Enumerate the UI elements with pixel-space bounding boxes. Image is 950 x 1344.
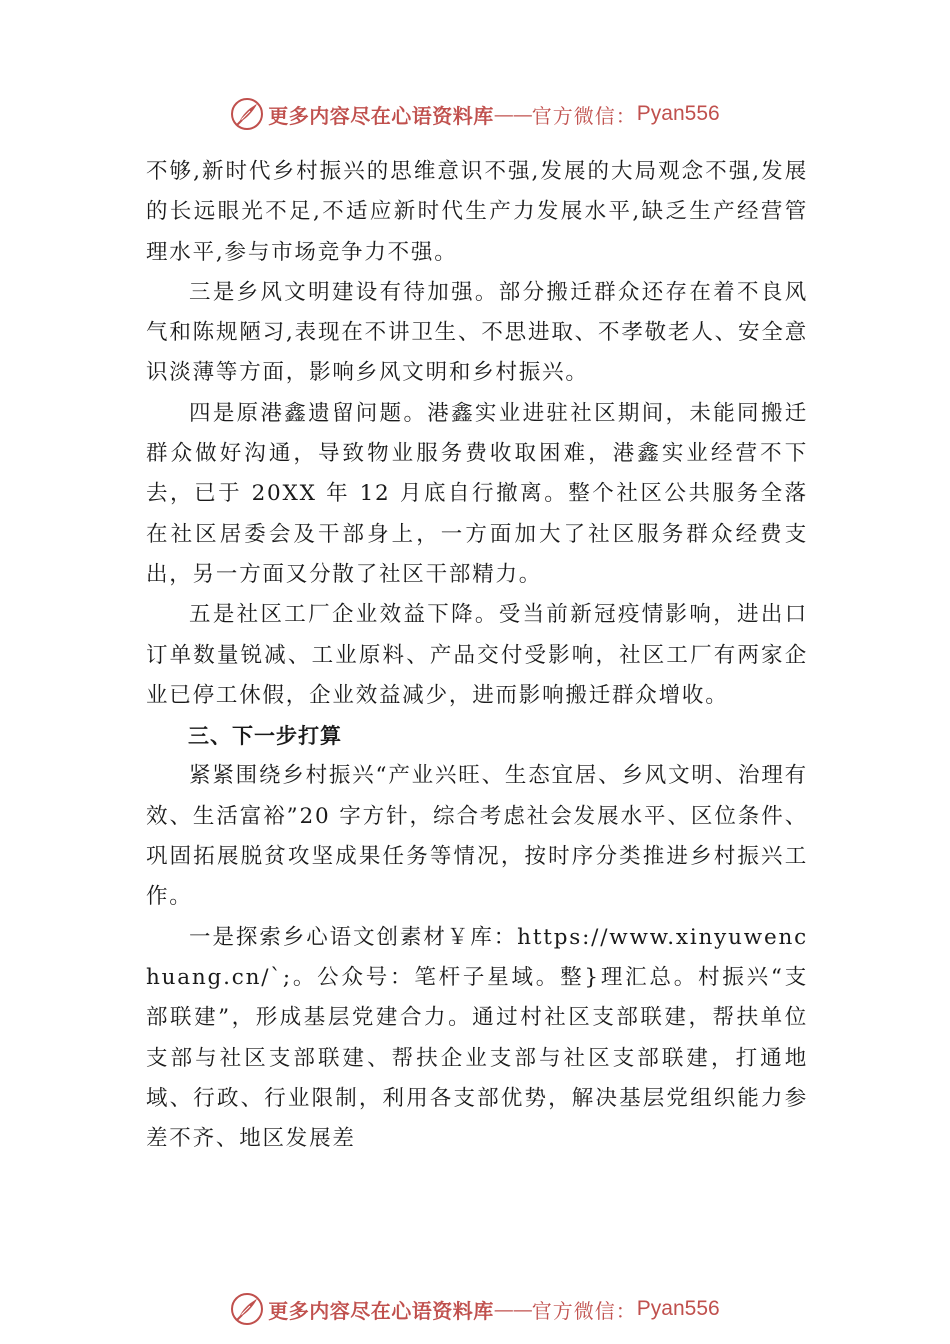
paragraph-5: 紧紧围绕乡村振兴“产业兴旺、生态宜居、乡风文明、治理有效、生活富裕”20 字方针，综合考虑社会发展水平、区位条件、巩固拓展脱贫攻坚成果任务等情况，按时序分类推进乡村振兴工作。 — [146, 763, 808, 910]
paragraph-1: 不够,新时代乡村振兴的思维意识不强,发展的大局观念不强,发展的长远眼光不足,不适应新时代生产力发展水平,缺乏生产经营管理水平,参与市场竞争力不强。 — [146, 159, 808, 265]
banner-dash: —— — [493, 102, 532, 126]
quill-logo-icon — [230, 1292, 264, 1326]
header-banner — [0, 92, 950, 136]
banner-wechat-id: Pyan556 — [636, 102, 720, 125]
footer-banner — [0, 1287, 950, 1331]
banner-slogan: 更多内容尽在心语资料库 — [268, 103, 494, 128]
banner-wechat-id: Pyan556 — [636, 1297, 720, 1320]
banner-wechat-label: 官方微信： — [531, 103, 637, 128]
section-heading: 三、下一步打算 — [188, 724, 342, 749]
paragraph-4: 五是社区工厂企业效益下降。受当前新冠疫情影响，进出口订单数量锐减、工业原料、产品交付受影响，社区工厂有两家企业已停工休假，企业效益减少，进而影响搬迁群众增收。 — [146, 602, 808, 708]
paragraph-2: 三是乡风文明建设有待加强。部分搬迁群众还存在着不良风气和陈规陋习,表现在不讲卫生、不思进取、不孝敬老人、安全意识淡薄等方面，影响乡风文明和乡村振兴。 — [146, 279, 808, 386]
banner-wechat-label: 官方微信： — [531, 1298, 637, 1323]
paragraph-6: 一是探索乡心语文创素材￥库：https://www.xinyuwenchuang.cn/`;。公众号：笔杆子星域。整}理汇总。村振兴“支部联建”，形成基层党建合力。通过村社区支部联建，帮扶单位支部与社区支部联建、帮扶企业支部与社区支部联建，打通地域、行政、行业限制，利用各支部优势，解决基层党组织能力参差不齐、地区发展差 — [146, 924, 808, 1152]
document-body — [146, 152, 808, 1159]
banner-dash: —— — [493, 1297, 532, 1321]
quill-logo-icon — [230, 97, 264, 131]
paragraph-3: 四是原港鑫遗留问题。港鑫实业进驻社区期间，未能同搬迁群众做好沟通，导致物业服务费收取困难，港鑫实业经营不下去，已于 20XX 年 12 月底自行撤离。整个社区公共服务全落在社区居委会及干部身上，一方面加大了社区服务群众经费支出，另一方面又分散了社区干部精力。 — [146, 400, 808, 587]
banner-slogan: 更多内容尽在心语资料库 — [268, 1298, 494, 1323]
